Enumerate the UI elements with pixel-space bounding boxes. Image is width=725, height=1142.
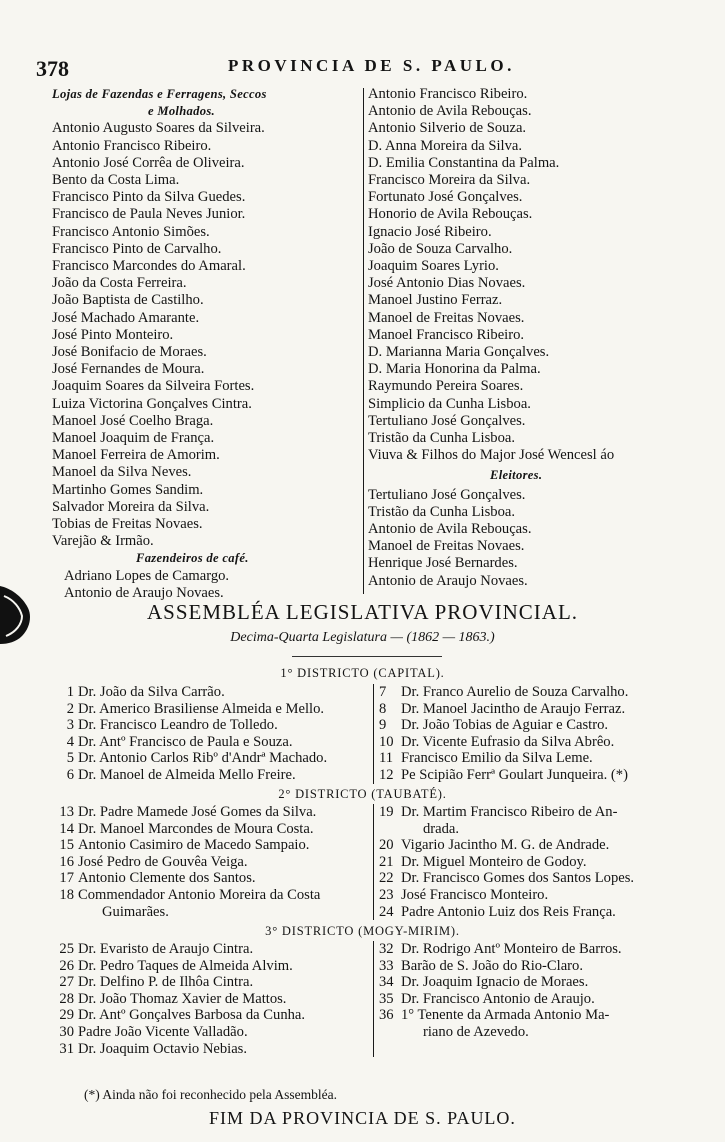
- deputy-number: 13: [59, 804, 74, 820]
- list-item: Antonio Francisco Ribeiro.: [368, 86, 528, 102]
- deputy-row: [44, 767, 327, 784]
- deputy-name: Dr. Evaristo de Araujo Cintra.: [78, 941, 254, 957]
- deputy-name: Guimarães.: [102, 903, 169, 920]
- deputy-name: Commendador Antonio Moreira da Costa: [78, 886, 321, 903]
- deputy-number: 26: [59, 957, 74, 974]
- deputy-row: [44, 837, 320, 854]
- deputy-number: 5: [66, 750, 74, 767]
- deputy-name: Dr. Pedro Taques de Almeida Alvim.: [78, 957, 293, 974]
- deputy-name: drada.: [423, 820, 460, 837]
- list-item: Antonio Augusto Soares da Silveira.: [52, 120, 265, 137]
- deputy-name: Dr. Manoel de Almeida Mello Freire.: [78, 766, 296, 783]
- deputy-name: Dr. Delfino P. de Ilhôa Cintra.: [78, 974, 254, 991]
- legislature-line: Decima-Quarta Legislatura — (1862 — 1863.): [230, 630, 495, 645]
- deputy-name: Dr. Antº Gonçalves Barbosa da Cunha.: [78, 1007, 306, 1024]
- district-3-left: [44, 941, 305, 1057]
- deputy-row: [44, 887, 320, 904]
- farmers-heading: Fazendeiros de café.: [136, 551, 249, 566]
- closing-title: FIM DA PROVINCIA DE S. PAULO.: [209, 1108, 516, 1128]
- deputy-number: 17: [59, 870, 74, 887]
- deputy-name: Dr. João Tobias de Aguiar e Castro.: [401, 717, 609, 734]
- assembly-title: ASSEMBLÉA LEGISLATIVA PROVINCIAL.: [146, 600, 579, 624]
- deputy-number: 36: [379, 1007, 394, 1024]
- deputy-number: 18: [59, 886, 74, 903]
- list-item: José Machado Amarante.: [52, 309, 200, 326]
- list-item: Martinho Gomes Sandim.: [52, 481, 204, 498]
- deputy-name: Dr. Rodrigo Antº Monteiro de Barros.: [401, 941, 622, 957]
- deputy-name: Barão de S. João do Rio-Claro.: [401, 957, 583, 974]
- list-item: Honorio de Avila Rebouças.: [368, 206, 533, 223]
- deputy-row: [379, 750, 628, 767]
- deputy-name: 1° Tenente da Armada Antonio Ma-: [401, 1007, 610, 1024]
- deputy-number: 29: [59, 1007, 74, 1024]
- deputy-number: 7: [379, 684, 387, 700]
- deputy-row: [44, 821, 320, 838]
- deputy-row: [379, 821, 634, 838]
- deputy-name: riano de Azevedo.: [423, 1023, 529, 1040]
- list-item: Antonio de Araujo Novaes.: [368, 572, 528, 589]
- deputy-name: Padre João Vicente Valladão.: [78, 1023, 248, 1040]
- deputy-row: [44, 734, 327, 751]
- deputy-number: 30: [59, 1023, 74, 1040]
- list-item: José Antonio Dias Novaes.: [368, 275, 526, 292]
- deputy-number: 2: [66, 700, 74, 717]
- deputy-number: 31: [59, 1040, 74, 1057]
- deputy-row: [379, 804, 634, 821]
- deputy-number: 24: [379, 903, 394, 920]
- list-item: Manoel de Freitas Novaes.: [368, 538, 525, 555]
- deputy-name: Antonio Casimiro de Macedo Sampaio.: [78, 837, 310, 854]
- list-item: D. Emilia Constantina da Palma.: [368, 154, 560, 171]
- deputy-number: 12: [379, 766, 394, 783]
- district-3-right: [379, 941, 622, 1041]
- deputy-name: Dr. Joaquim Octavio Nebias.: [78, 1040, 248, 1057]
- list-item: Francisco Marcondes do Amaral.: [52, 258, 246, 274]
- list-item: João da Costa Ferreira.: [52, 275, 187, 292]
- list-item: Bento da Costa Lima.: [52, 171, 180, 188]
- district-1-left: [44, 684, 327, 784]
- deputy-row: [44, 958, 305, 975]
- deputy-name: Dr. Francisco Leandro de Tolledo.: [78, 717, 278, 734]
- deputy-number: 1: [66, 684, 74, 700]
- deputy-name: Dr. Martim Francisco Ribeiro de An-: [401, 804, 618, 820]
- deputy-row: [44, 804, 320, 821]
- deputy-row: [44, 1041, 305, 1058]
- deputy-number: 16: [59, 853, 74, 870]
- list-item: José Bonifacio de Moraes.: [52, 344, 207, 361]
- deputy-name: Dr. Manoel Marcondes de Moura Costa.: [78, 820, 314, 837]
- list-item: Tristão da Cunha Lisboa.: [368, 430, 516, 447]
- list-item: Tertuliano José Gonçalves.: [368, 412, 526, 429]
- shops-heading: Lojas de Fazendas e Ferragens, Seccos: [52, 87, 267, 101]
- list-item: Manoel Justino Ferraz.: [368, 292, 503, 309]
- list-item: Joaquim Soares da Silveira Fortes.: [52, 378, 255, 395]
- district-2-right: [379, 804, 634, 920]
- deputy-row: [379, 1024, 622, 1041]
- deputy-name: Dr. João da Silva Carrão.: [78, 684, 225, 700]
- deputy-name: Vigario Jacintho M. G. de Andrade.: [401, 837, 610, 854]
- list-item: Antonio Silverio de Souza.: [368, 120, 527, 137]
- deputy-name: José Pedro de Gouvêa Veiga.: [78, 853, 248, 870]
- deputy-name: Dr. Joaquim Ignacio de Moraes.: [401, 974, 589, 991]
- deputy-number: 6: [66, 766, 74, 783]
- list-item: Antonio Francisco Ribeiro.: [52, 137, 212, 154]
- deputy-number: 23: [379, 886, 394, 903]
- deputy-row: [44, 974, 305, 991]
- deputy-row: [44, 750, 327, 767]
- list-item: Manoel Ferreira de Amorim.: [52, 447, 220, 464]
- deputy-name: Dr. João Thomaz Xavier de Mattos.: [78, 990, 287, 1007]
- deputy-name: Dr. Manoel Jacintho de Araujo Ferraz.: [401, 700, 626, 717]
- right-column: [368, 86, 614, 590]
- list-item: D. Anna Moreira da Silva.: [368, 137, 523, 154]
- deputy-number: 32: [379, 941, 394, 957]
- deputy-row: [44, 717, 327, 734]
- deputy-row: [379, 767, 628, 784]
- deputy-row: [379, 734, 628, 751]
- deputy-number: 22: [379, 870, 394, 887]
- shops-list: [52, 120, 267, 550]
- list-item: Henrique José Bernardes.: [368, 555, 518, 572]
- deputy-row: [44, 1007, 305, 1024]
- list-item: Simplicio da Cunha Lisboa.: [368, 395, 531, 412]
- list-item: Manoel da Silva Neves.: [52, 464, 192, 481]
- deputy-row: [44, 904, 320, 921]
- list-item: José Fernandes de Moura.: [52, 361, 205, 378]
- deputy-row: [379, 701, 628, 718]
- district-3-heading: 3° DISTRICTO (MOGY-MIRIM).: [265, 924, 460, 938]
- deputy-number: 19: [379, 804, 394, 820]
- deputy-name: Dr. Vicente Eufrasio da Silva Abrêo.: [401, 733, 615, 750]
- deputy-row: [379, 958, 622, 975]
- deputy-row: [44, 1024, 305, 1041]
- deputy-name: Dr. Americo Brasiliense Almeida e Mello.: [78, 700, 325, 717]
- electors-heading: Eleitores.: [490, 468, 543, 483]
- running-head: PROVINCIA DE S. PAULO.: [228, 56, 515, 75]
- section-rule: [292, 656, 442, 657]
- deputy-row: [44, 941, 305, 958]
- list-item: Antonio de Avila Rebouças.: [368, 103, 532, 120]
- list-item: Manoel José Coelho Braga.: [52, 412, 214, 429]
- list-item: Tobias de Freitas Novaes.: [52, 516, 203, 533]
- list-item: Ignacio José Ribeiro.: [368, 223, 492, 240]
- district-2-heading: 2° DISTRICTO (TAUBATÉ).: [278, 787, 447, 801]
- deputy-row: [379, 904, 634, 921]
- list-item: Manoel Joaquim de França.: [52, 430, 215, 447]
- deputy-row: [44, 870, 320, 887]
- deputy-number: 27: [59, 974, 74, 991]
- deputy-number: 33: [379, 957, 394, 974]
- deputy-row: [379, 684, 628, 701]
- deputy-name: Dr. Franco Aurelio de Souza Carvalho.: [401, 684, 629, 700]
- list-item: Francisco Moreira da Silva.: [368, 172, 531, 189]
- list-item: Antonio de Araujo Novaes.: [64, 584, 224, 601]
- deputy-name: Dr. Miguel Monteiro de Godoy.: [401, 853, 587, 870]
- list-item: João de Souza Carvalho.: [368, 240, 513, 257]
- deputy-number: 25: [59, 941, 74, 957]
- deputy-name: Padre Antonio Luiz dos Reis França.: [401, 903, 616, 920]
- list-item: Manoel de Freitas Novaes.: [368, 309, 525, 326]
- district-1-divider: [373, 684, 374, 784]
- shops-heading-cont: e Molhados.: [148, 104, 215, 119]
- deputy-number: 10: [379, 733, 394, 750]
- deputy-number: 4: [66, 733, 74, 750]
- list-item: Francisco Pinto da Silva Guedes.: [52, 189, 246, 206]
- deputy-number: 20: [379, 837, 394, 854]
- deputy-name: José Francisco Monteiro.: [401, 886, 549, 903]
- deputy-row: [379, 854, 634, 871]
- deputy-number: 34: [379, 974, 394, 991]
- district-1-right: [379, 684, 628, 784]
- deputy-row: [44, 854, 320, 871]
- deputy-row: [379, 887, 634, 904]
- deputy-number: 9: [379, 717, 387, 734]
- list-item: Francisco Antonio Simões.: [52, 223, 210, 240]
- deputy-name: Francisco Emilio da Silva Leme.: [401, 750, 593, 767]
- list-item: D. Marianna Maria Gonçalves.: [368, 344, 550, 361]
- deputy-name: Dr. Padre Mamede José Gomes da Silva.: [78, 804, 317, 820]
- list-item: Antonio José Corrêa de Oliveira.: [52, 154, 245, 171]
- deputy-number: 35: [379, 990, 394, 1007]
- deputy-number: 28: [59, 990, 74, 1007]
- deputy-row: [379, 717, 628, 734]
- list-item: Salvador Moreira da Silva.: [52, 498, 210, 515]
- list-item: Francisco Pinto de Carvalho.: [52, 240, 222, 257]
- farmers-list: [52, 568, 267, 602]
- district-2-divider: [373, 804, 374, 920]
- deputy-row: [379, 974, 622, 991]
- district-3-divider: [373, 941, 374, 1057]
- deputy-name: Antonio Clemente dos Santos.: [78, 870, 256, 887]
- list-item: Luiza Victorina Gonçalves Cintra.: [52, 395, 252, 412]
- list-item: Raymundo Pereira Soares.: [368, 378, 524, 395]
- deputy-row: [44, 684, 327, 701]
- deputy-number: 11: [379, 750, 394, 767]
- list-item: Tertuliano José Gonçalves.: [368, 486, 526, 503]
- deputy-number: 21: [379, 853, 394, 870]
- deputy-row: [44, 991, 305, 1008]
- list-item: José Pinto Monteiro.: [52, 326, 174, 343]
- list-item: Varejão & Irmão.: [52, 533, 154, 550]
- district-2-left: [44, 804, 320, 920]
- deputy-number: 3: [66, 717, 74, 734]
- page-number: 378: [36, 56, 69, 81]
- column-divider: [363, 88, 364, 594]
- deputy-row: [44, 701, 327, 718]
- deputy-number: 15: [59, 837, 74, 854]
- deputy-row: [379, 870, 634, 887]
- deputy-number: 14: [59, 820, 74, 837]
- deputy-name: Pe Scipião Ferrª Goulart Junqueira. (*): [401, 766, 628, 783]
- list-item: D. Maria Honorina da Palma.: [368, 361, 541, 378]
- list-item: João Baptista de Castilho.: [52, 292, 204, 309]
- district-1-heading: 1° DISTRICTO (CAPITAL).: [280, 666, 445, 680]
- list-item: Viuva & Filhos do Major José Wencesl áo: [368, 447, 615, 464]
- list-item: Joaquim Soares Lyrio.: [368, 258, 499, 275]
- deputy-name: Dr. Francisco Antonio de Araujo.: [401, 990, 595, 1007]
- list-item: Francisco de Paula Neves Junior.: [52, 206, 246, 223]
- merchants-list: [368, 86, 614, 464]
- deputy-name: Dr. Antº Francisco de Paula e Souza.: [78, 733, 293, 750]
- list-item: Antonio de Avila Rebouças.: [368, 521, 532, 538]
- deputy-row: [379, 1007, 622, 1024]
- list-item: Manoel Francisco Ribeiro.: [368, 326, 525, 343]
- deputy-name: Dr. Antonio Carlos Ribº d'Andrª Machado.: [78, 750, 328, 767]
- list-item: Adriano Lopes de Camargo.: [64, 567, 230, 584]
- deputy-row: [379, 837, 634, 854]
- deputy-number: 8: [379, 700, 387, 717]
- list-item: Tristão da Cunha Lisboa.: [368, 503, 516, 520]
- deputy-row: [379, 941, 622, 958]
- footnote: (*) Ainda não foi reconhecido pela Assembléa.: [84, 1087, 338, 1102]
- list-item: Fortunato José Gonçalves.: [368, 189, 523, 206]
- deputy-row: [379, 991, 622, 1008]
- deputy-name: Dr. Francisco Gomes dos Santos Lopes.: [401, 870, 635, 887]
- electors-list: [368, 487, 614, 590]
- left-column: [52, 86, 267, 602]
